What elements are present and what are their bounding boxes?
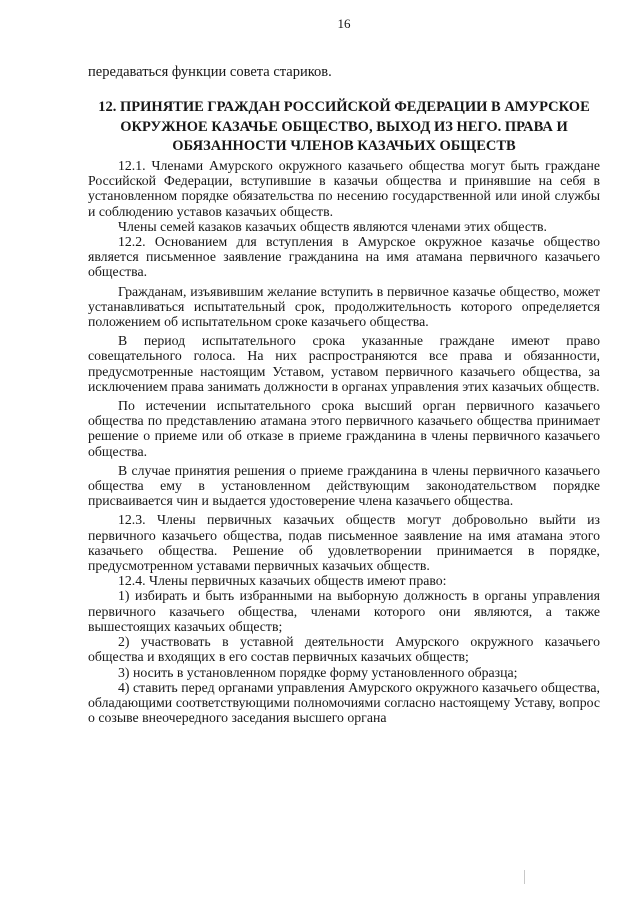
section-body	[88, 158, 600, 725]
paragraph-admission-decision: В случае принятия решения о приеме гражданина в члены первичного казачьего общества ему в установленном действующим законодательством порядке присваивается чин и выдается удостоверение члена казачьего общества.	[88, 462, 600, 509]
list-item-4: 4) ставить перед органами управления Амурского окружного казачьего общества, обладающими соответствующими полномочиями согласно настоящему Уставу, вопрос о созыве внеочередного заседания высшего органа	[88, 679, 600, 726]
paragraph-12-4: 12.4. Члены первичных казачьих обществ имеют право:	[118, 573, 447, 589]
page-number: 16	[337, 16, 351, 31]
paragraph-probation-end: По истечении испытательного срока высший орган первичного казачьего общества по представлению атамана этого первичного казачьего общества принимает решение о приеме или об отказе в приеме гражданина в члены первичного казачьего общества.	[88, 398, 600, 459]
list-item-2: 2) участвовать в уставной деятельности Амурского окружного казачьего общества и входящих в его состав первичных казачьих обществ;	[88, 634, 600, 665]
list-item-1: 1) избирать и быть избранными на выборную должность в органы управления первичного казачьего общества, членами которого они являются, а также вышестоящих казачьих обществ;	[88, 588, 600, 634]
continuation-line: передаваться функции совета стариков.	[88, 64, 332, 80]
paragraph-12-3: 12.3. Члены первичных казачьих обществ могут добровольно выйти из первичного казачьего общества, подав письменное заявление на имя атамана этого казачьего общества. Решение об удовлетворении принимается в порядке, предусмотренном уставами первичных казачьих обществ.	[88, 512, 600, 574]
scan-artifact	[524, 870, 525, 884]
paragraph-12-1: 12.1. Членами Амурского окружного казачьего общества могут быть граждане Российской Федерации, вступившие в казачьи общества и принявшие на себя в установленном порядке обязательства по несению государственной или иной службы и соблюдению уставов казачьих обществ.	[88, 158, 600, 219]
paragraph-family-members: Члены семей казаков казачьих обществ являются членами этих обществ.	[118, 218, 547, 234]
paragraph-12-2: 12.2. Основанием для вступления в Амурское окружное казачье общество является письменное заявление гражданина на имя атамана первичного казачьего общества.	[88, 234, 600, 280]
section-title: 12. ПРИНЯТИЕ ГРАЖДАН РОССИЙСКОЙ ФЕДЕРАЦИИ В АМУРСКОЕ ОКРУЖНОЕ КАЗАЧЬЕ ОБЩЕСТВО, ВЫХОД ИЗ НЕГО. ПРАВА И ОБЯЗАННОСТИ ЧЛЕНОВ КАЗАЧЬИХ ОБЩЕСТВ	[98, 99, 590, 154]
paragraph-probation-rights: В период испытательного срока указанные граждане имеют право совещательного голоса. На них распространяются все права и обязанности, предусмотренные настоящим Уставом, уставом первичного казачьего общества, за исключением права занимать должности в органах управления этих казачьих обществ.	[88, 333, 600, 394]
paragraph-probation: Гражданам, изъявившим желание вступить в первичное казачье общество, может устанавливаться испытательный срок, продолжительность которого определяется положением об испытательном сроке казачьего общества.	[88, 283, 600, 330]
list-item-3: 3) носить в установленном порядке форму установленного образца;	[118, 664, 518, 680]
